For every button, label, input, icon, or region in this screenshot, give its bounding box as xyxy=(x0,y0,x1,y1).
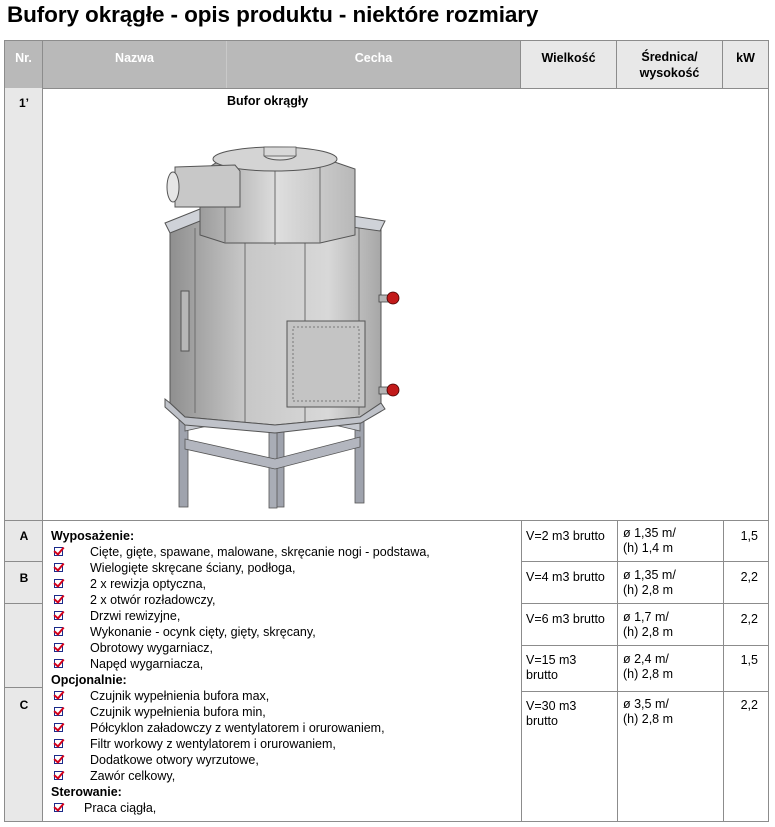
diameter-d: ø 2,4 m/ (h) 2,8 m xyxy=(623,652,674,681)
diameter-b: ø 1,35 m/ (h) 2,8 m xyxy=(623,568,676,597)
equipment-heading: Wyposażenie: xyxy=(51,529,135,543)
list-item: Drzwi rewizyjne, xyxy=(51,608,430,624)
size-e: V=30 m3 brutto xyxy=(526,699,577,728)
list-item: Dodatkowe otwory wyrzutowe, xyxy=(51,752,430,768)
header-cecha: Cecha xyxy=(227,41,521,88)
checkbox-icon xyxy=(54,595,63,604)
features-list xyxy=(51,528,430,816)
row-label-a: A xyxy=(19,529,29,543)
buffer-illustration xyxy=(145,103,405,515)
checkbox-icon xyxy=(54,755,63,764)
kw-b: 2,2 xyxy=(740,570,758,584)
list-item: Czujnik wypełnienia bufora min, xyxy=(51,704,430,720)
checkbox-icon xyxy=(54,547,63,556)
list-item: Cięte, gięte, spawane, malowane, skręcanie nogi - podstawa, xyxy=(51,544,430,560)
row-number-1: 1’ xyxy=(18,96,29,110)
table-header xyxy=(5,41,768,88)
header-nr: Nr. xyxy=(5,41,43,88)
kw-d: 1,5 xyxy=(740,653,758,667)
checkbox-icon xyxy=(54,691,63,700)
list-item: 2 x rewizja optyczna, xyxy=(51,576,430,592)
checkbox-icon xyxy=(54,611,63,620)
checkbox-icon xyxy=(54,563,63,572)
list-item: Napęd wygarniacza, xyxy=(51,656,430,672)
row-label-b: B xyxy=(19,571,29,585)
checkbox-icon xyxy=(54,803,63,812)
list-item: Zawór celkowy, xyxy=(51,768,430,784)
header-srednica: Średnica/ wysokość xyxy=(617,41,723,88)
checkbox-icon xyxy=(54,723,63,732)
page-title: Bufory okrągłe - opis produktu - niektóre rozmiary xyxy=(7,2,539,27)
list-item: 2 x otwór rozładowczy, xyxy=(51,592,430,608)
optional-heading: Opcjonalnie: xyxy=(51,673,127,687)
size-c: V=6 m3 brutto xyxy=(526,612,605,626)
list-item: Czujnik wypełnienia bufora max, xyxy=(51,688,430,704)
header-kw: kW xyxy=(723,41,768,88)
size-a: V=2 m3 brutto xyxy=(526,529,605,543)
list-item: Półcyklon załadowczy z wentylatorem i orurowaniem, xyxy=(51,720,430,736)
header-wielkosc: Wielkość xyxy=(521,41,617,88)
control-heading: Sterowanie: xyxy=(51,785,122,799)
kw-a: 1,5 xyxy=(740,529,758,543)
diameter-c: ø 1,7 m/ (h) 2,8 m xyxy=(623,610,674,639)
checkbox-icon xyxy=(54,643,63,652)
list-item: Wykonanie - ocynk cięty, gięty, skręcany, xyxy=(51,624,430,640)
list-item: Wielogięte skręcane ściany, podłoga, xyxy=(51,560,430,576)
product-table xyxy=(4,40,769,822)
row-label-c: C xyxy=(19,698,29,712)
diameter-a: ø 1,35 m/ (h) 1,4 m xyxy=(623,526,676,555)
diameter-e: ø 3,5 m/ (h) 2,8 m xyxy=(623,697,674,726)
checkbox-icon xyxy=(54,579,63,588)
checkbox-icon xyxy=(54,707,63,716)
list-item: Praca ciągła, xyxy=(51,800,430,816)
checkbox-icon xyxy=(54,659,63,668)
kw-c: 2,2 xyxy=(740,612,758,626)
illustration-title: Bufor okrągły xyxy=(227,94,309,108)
list-item: Obrotowy wygarniacz, xyxy=(51,640,430,656)
size-d: V=15 m3 brutto xyxy=(526,653,577,682)
checkbox-icon xyxy=(54,627,63,636)
checkbox-icon xyxy=(54,739,63,748)
checkbox-icon xyxy=(54,771,63,780)
size-b: V=4 m3 brutto xyxy=(526,570,605,584)
header-nazwa: Nazwa xyxy=(43,41,227,88)
kw-e: 2,2 xyxy=(740,698,758,712)
list-item: Filtr workowy z wentylatorem i orurowaniem, xyxy=(51,736,430,752)
